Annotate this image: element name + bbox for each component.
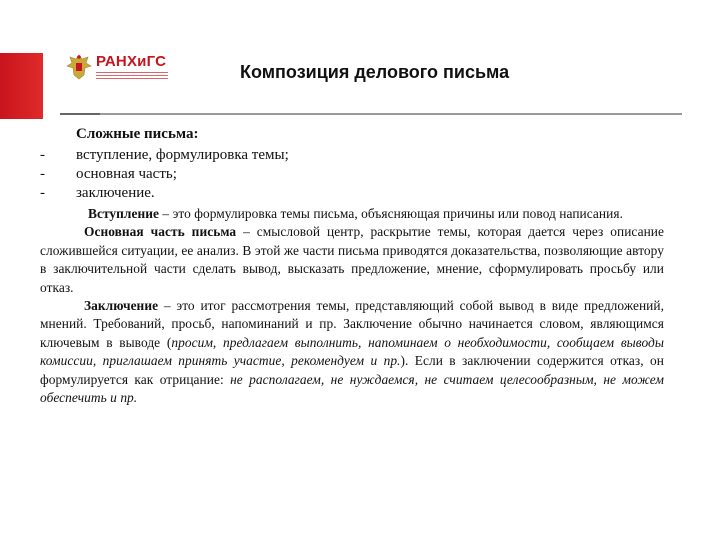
header-divider [100,113,682,115]
paragraph-text: – смысловой центр, раскрытие темы, которая дается через описание сложившейся ситуации, ее анализ. В этой же части письма приводятся доказательства, позволяющие автору в заключительной части сделать вывод, высказать предложение, мнение, сформулировать просьбу или отказ. [40,224,664,295]
logo [66,53,168,81]
example-phrases: просим, предлагаем выполнить, напоминаем о необходимости, сообщаем выводы комиссии, приглашаем принять участие, рекомендуем и пр. [40,334,664,369]
list-item [40,146,664,165]
list-heading: Сложные письма: [76,126,199,142]
list-item-text: заключение. [76,185,155,201]
list-marker: - [40,147,45,163]
list-item-text: основная часть; [76,166,177,182]
header-divider-accent [60,113,100,115]
parts-list [40,146,664,203]
paragraph-conclusion [40,297,664,407]
paragraph-introduction [40,205,664,223]
eagle-emblem-icon [66,53,92,81]
example-negations: не располагаем, не нуждаемся, не считаем целесообразным, не можем обеспечить и пр. [40,371,664,406]
left-accent-bar [0,53,43,119]
logo-subtitle [96,72,168,81]
content [40,125,664,407]
paragraph-main-part [40,223,664,297]
paragraph-text: ). Если в заключении содержится отказ, он формулируется как отрицание: [40,353,664,387]
paragraph-text: – это итог рассмотрения темы, представляющий собой вывод в виде предложений, мнений. Требований, просьб, напоминаний и пр. Заключение обычно начинается словом, являющимся ключевым в выводе ( [40,298,664,350]
term-introduction: Вступление [88,206,160,221]
term-conclusion: Заключение [84,298,159,314]
list-item [40,184,664,203]
list-item-text: вступление, формулировка темы; [76,147,289,163]
list-marker: - [40,166,45,182]
logo-name: РАНХиГС [96,52,167,70]
term-main-part: Основная часть письма [84,224,237,240]
page-title: Композиция делового письма [240,62,510,82]
list-item [40,165,664,184]
list-marker: - [40,185,45,201]
paragraph-text: – это формулировка темы письма, объясняющая причины или повод написания. [159,206,623,221]
